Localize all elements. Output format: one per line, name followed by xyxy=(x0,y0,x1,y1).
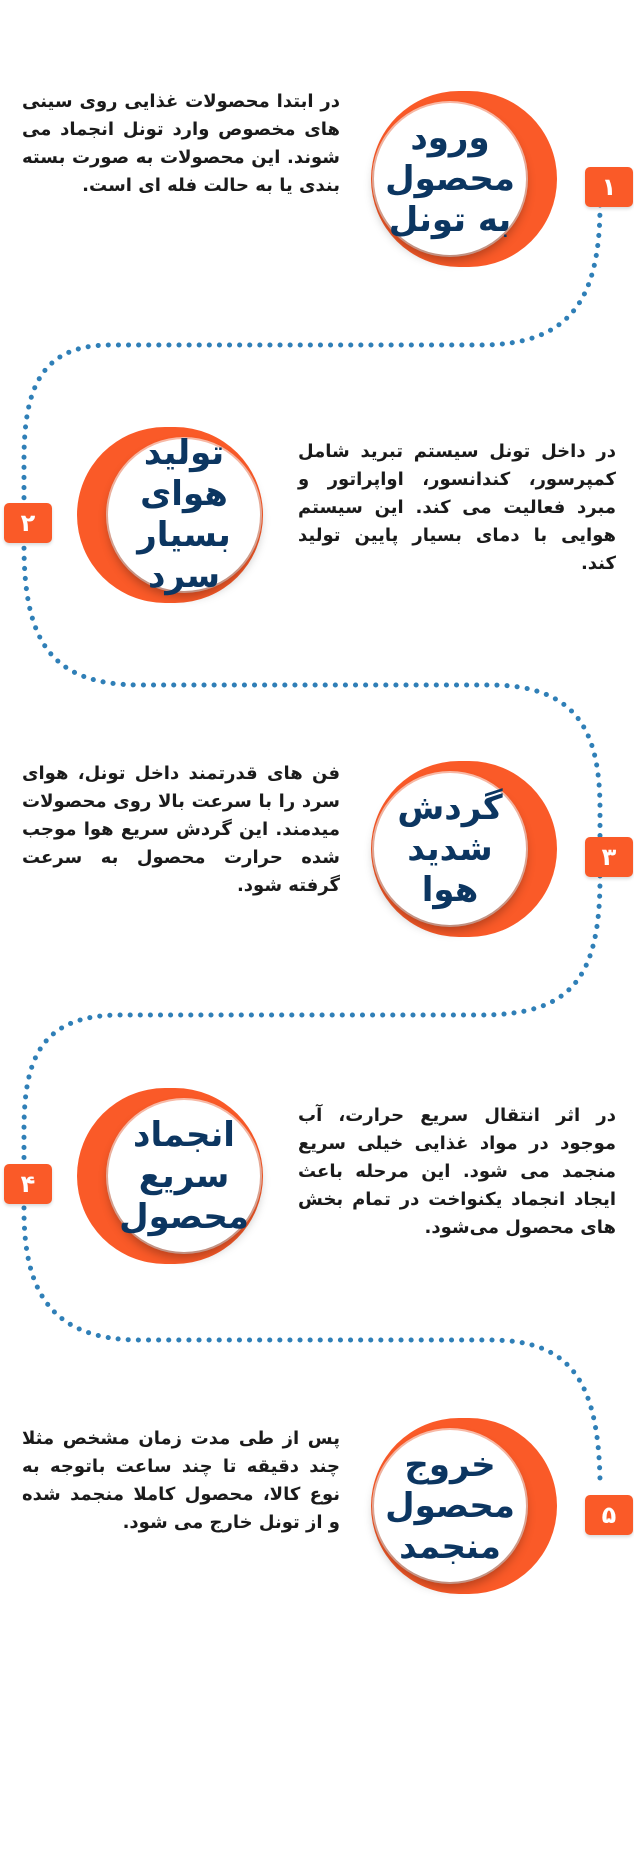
title-circle xyxy=(374,103,526,255)
step-number-badge: ۳ xyxy=(585,837,633,877)
step-number-badge: ۵ xyxy=(585,1495,633,1535)
step-title-blob xyxy=(77,427,272,603)
step-title-blob xyxy=(77,1088,272,1264)
step-number-badge: ۴ xyxy=(4,1164,52,1204)
step-description: در داخل تونل سیستم تبرید شامل کمپرسور، کندانسور، اواپراتور و مبرد فعالیت می کند. این سیستم هوایی با دمای بسیار پایین تولید کند. xyxy=(298,441,616,574)
step-title-blob xyxy=(362,761,557,937)
step-description: در ابتدا محصولات غذایی روی سینی های مخصوص وارد تونل انجماد می شوند. این محصولات به صورت بسته بندی یا به حالت فله ای است. xyxy=(22,91,340,196)
step-title-blob xyxy=(362,91,557,267)
step-title: انجماد سریع محصول xyxy=(119,1114,249,1237)
step-description: پس از طی مدت زمان مشخص مثلا چند دقیقه تا چند ساعت باتوجه به نوع کالا، محصول کاملا منجمد شده و از تونل خارج می شود. xyxy=(22,1428,340,1533)
step-description: در اثر انتقال سریع حرارت، آب موجود در مواد غذایی خیلی سریع منجمد می شود. این مرحله باعث ایجاد انجماد یکنواخت در تمام بخش های محصول می‌شود. xyxy=(298,1105,616,1238)
step-title: تولید هوای بسیار سرد xyxy=(137,433,231,596)
step-title: خروج محصول منجمد xyxy=(385,1444,515,1567)
title-circle xyxy=(108,433,260,596)
step-title-blob xyxy=(362,1418,557,1594)
step-title: ورود محصول به تونل xyxy=(385,117,515,240)
step-description: فن های قدرتمند داخل تونل، هوای سرد را با سرعت بالا روی محصولات میدمند. این گردش سریع هوا موجب شده حرارت محصول به سرعت گرفته شود. xyxy=(22,763,340,896)
title-circle xyxy=(374,1430,526,1582)
title-circle xyxy=(374,773,526,925)
step-title: گردش شدید هوا xyxy=(397,787,503,910)
title-circle xyxy=(108,1100,260,1252)
step-number-badge: ۲ xyxy=(4,503,52,543)
step-number-badge: ۱ xyxy=(585,167,633,207)
